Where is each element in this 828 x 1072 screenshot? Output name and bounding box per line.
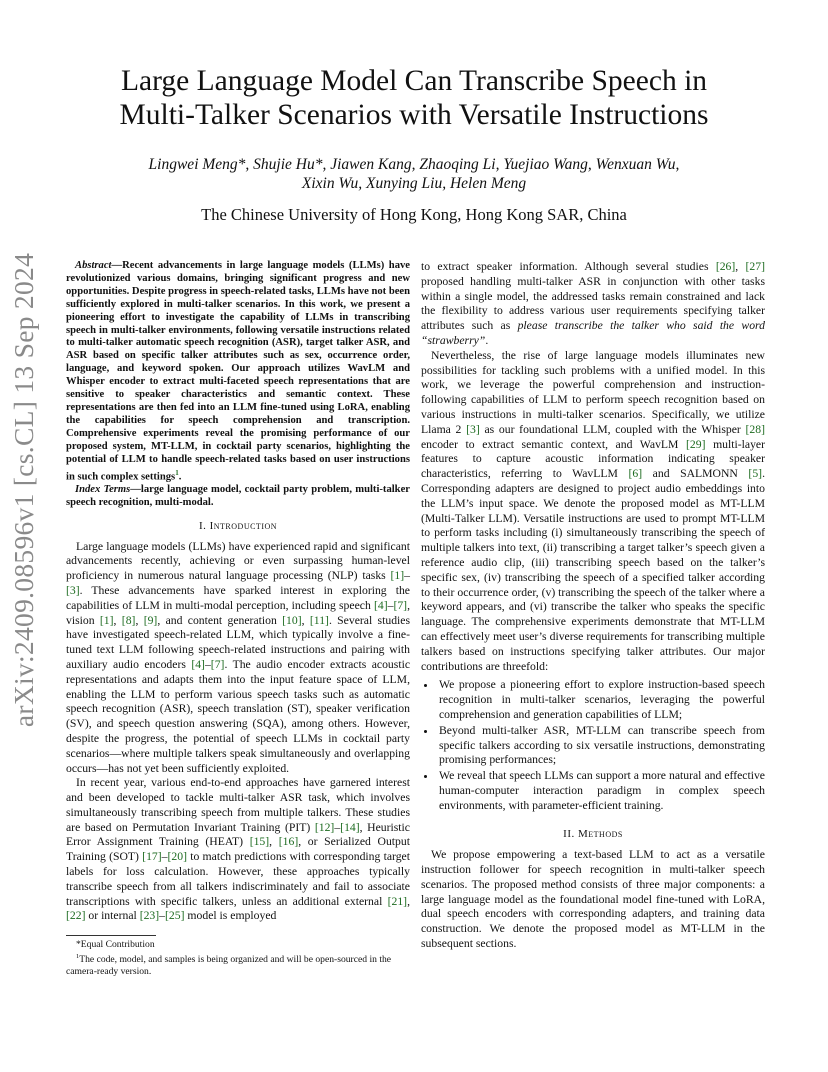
paragraph-text: – — [334, 820, 341, 834]
paragraph-text: . — [485, 333, 489, 347]
authors-line-2: Xixin Wu, Xunying Liu, Helen Meng — [301, 175, 527, 192]
paragraph-text: , — [301, 613, 310, 627]
abstract-text: —Recent advancements in large language models (LLMs) have revolutionized various domains, bringing significant progress and new opportunities. Despite progress in speech-related tasks, LLMs have not been sufficiently explored in multi-talker scenarios. In this work, we present a pioneering effort to investigate the capability of LLMs in transcribing speech in multi-talker environments, following versatile instructions related to multi-talker automatic speech recognition (ASR), target talker ASR, and ASR based on specific talker attributes such as sex, occurrence order, language, and keyword spoken. Our approach utilizes WavLM and Whisper encoder to extract multi-faceted speech representations that are sensitive to speaker characteristics and semantic context. These representations are then fed into an LLM fine-tuned using LoRA, enabling the capabilities for speech comprehension and transcription. Comprehensive experiments reveal the promising performance of our proposed system, MT-LLM, in cocktail party scenarios, highlighting the potential of LLM to handle speech-related tasks based on user instructions in such complex settings — [66, 260, 411, 483]
paragraph-text: or internal — [85, 909, 140, 923]
citation-link[interactable]: [7] — [210, 657, 225, 671]
paragraph-text: to extract speaker information. Although several studies — [421, 260, 716, 273]
index-terms-label: Index Terms — [75, 483, 131, 495]
citation-link[interactable]: [3] — [466, 422, 480, 436]
paragraph-text: and SALMONN — [642, 467, 749, 481]
section-heading-introduction: I. Introduction — [198, 519, 278, 532]
section-heading-methods: II. Methods — [563, 828, 623, 841]
paragraph-text: multi-layer features to capture acoustic information indicating speaker characteristics, referring to WavLLM — [421, 437, 765, 481]
intro-paragraph-2 — [66, 776, 410, 924]
citation-link[interactable]: [22] — [66, 909, 86, 923]
index-terms — [66, 484, 410, 510]
citation-link[interactable]: [7] — [393, 598, 408, 612]
paragraph-text: , — [269, 835, 279, 849]
citation-link[interactable]: [26] — [715, 260, 736, 273]
intro-paragraph-1 — [66, 540, 410, 777]
paragraph-text: to match predictions with corresponding target labels for loss calculation. However, these approaches typically transcribe speech from all talkers indiscriminately and fail to associate transcriptions with specific talkers, unless an additional external — [66, 850, 410, 908]
affiliation: The Chinese University of Hong Kong, Hong Kong SAR, China — [201, 205, 627, 224]
paragraph-text: In recent year, various end-to-end approaches have garnered interest and been developed to tackle multi-talker ASR task, which involves simultaneously transcribing speech from multiple talkers. These studies are based on Permutation Invariant Training (PIT) — [66, 776, 410, 834]
citation-link[interactable]: [3] — [66, 583, 80, 597]
citation-link[interactable]: [15] — [249, 835, 270, 849]
paragraph-text: – — [161, 850, 168, 864]
citation-link[interactable]: [10] — [282, 613, 302, 627]
citation-link[interactable]: [23] — [139, 909, 160, 923]
citation-link[interactable]: [29] — [686, 437, 706, 451]
arxiv-stamp-text: arXiv:2409.08596v1 [cs.CL] 13 Sep 2024 — [8, 252, 39, 728]
citation-link[interactable]: [27] — [745, 260, 765, 273]
footnotes — [66, 935, 410, 978]
authors-line-1: Lingwei Meng*, Shujie Hu*, Jiawen Kang, Zhaoqing Li, Yuejiao Wang, Wenxuan Wu, — [148, 156, 680, 173]
paragraph-text: Large language models (LLMs) have experienced rapid and significant advancements recently, achieving or even surpassing human-level proficiency in numerous natural language processing (NLP) tasks — [66, 539, 410, 583]
citation-link[interactable]: [17] — [142, 850, 162, 864]
paragraph-text: . These advancements have sparked interest in exploring the capabilities of LLM in multi-modal perception, including speech — [66, 583, 410, 612]
paragraph-text: – — [404, 569, 410, 583]
paragraph-text: , and content generation — [157, 613, 283, 627]
arxiv-identifier-stamp — [6, 252, 42, 728]
paragraph-text: . Several studies have investigated speech-related LLM, which typically involve a fine-tuned text LLM following speech-related instructions and pairing with auxiliary audio encoders — [66, 613, 411, 671]
paragraph-text: , — [735, 260, 746, 273]
paragraph-text: Nevertheless, the rise of large language models illuminates new possibilities for tackling such problems with a unified model. In this work, we leverage the powerful comprehension and instruction-following capabilities of LLM to perform speech recognition based on various instructions in multi-talker scenarios. Specifically, we utilize Llama 2 — [421, 348, 765, 436]
abstract-end: . — [178, 471, 182, 483]
paragraph-text: – — [159, 909, 166, 923]
paragraph-text: encoder to extract semantic context, and WavLM — [421, 437, 687, 451]
citation-link[interactable]: [16] — [278, 835, 299, 849]
footnote-1-text: The code, model, and samples is being organized and will be open-sourced in the camera-ready version. — [66, 954, 392, 978]
citation-link[interactable]: [9] — [143, 613, 158, 627]
index-terms-text: —large language model, cocktail party problem, multi-talker speech recognition, multi-modal. — [66, 483, 410, 508]
right-column — [421, 260, 765, 952]
contribution-item: • Beyond multi-talker ASR, MT-LLM can transcribe speech from specific talkers according to six versatile instructions, demonstrating promising performances; — [437, 724, 765, 768]
citation-link[interactable]: [28] — [745, 422, 765, 436]
citation-link[interactable]: [6] — [628, 467, 643, 481]
footnote-1-link[interactable]: 1 — [175, 468, 179, 477]
citation-link[interactable]: [21] — [387, 894, 408, 908]
paragraph-text: – — [204, 657, 211, 671]
paragraph-text: , or Serialized Output Training (SOT) — [66, 835, 410, 864]
right-paragraph-1 — [421, 260, 765, 349]
contribution-item: • We propose a pioneering effort to explore instruction-based speech recognition in multi-talker scenarios, leveraging the powerful comprehension and generation capabilities of LLM; — [437, 678, 765, 722]
citation-link[interactable]: [4] — [191, 657, 205, 671]
paragraph-text: model is employed — [184, 909, 277, 923]
citation-link[interactable]: [25] — [165, 909, 185, 923]
citation-link[interactable]: [14] — [340, 820, 360, 834]
paragraph-text: as our foundational LLM, coupled with the Whisper — [479, 422, 746, 436]
citation-link[interactable]: [20] — [167, 850, 187, 864]
abstract — [66, 260, 410, 484]
citation-link[interactable]: [1] — [390, 569, 405, 583]
citation-link[interactable]: [5] — [748, 467, 763, 481]
paragraph-text: . The audio encoder extracts acoustic representations and adapts them into the input feature space of LLM, enabling the LLM to perform various speech tasks such as automatic speech recognition (ASR), speech translation (ST), speaker verification (SV), and speech question answering (SQA), among others. However, despite the progress, the potential of speech LLMs in cocktail party scenarios—where multiple talkers speak simultaneously and overlapping occurs—has not yet been sufficiently exploited. — [66, 657, 411, 775]
footnote-equal-contribution: *Equal Contribution — [76, 939, 155, 950]
citation-link[interactable]: [8] — [121, 613, 136, 627]
paragraph-text: proposed handling multi-talker ASR in conjunction with other tasks within a single model, the addressed tasks remain constrained and lack the flexibility to address various user requirements specifying talker attributes such as — [421, 274, 765, 333]
right-paragraph-2 — [421, 349, 765, 675]
paragraph-text: , — [407, 894, 410, 908]
citation-link[interactable]: [11] — [309, 613, 329, 627]
methods-paragraph-1: We propose empowering a text-based LLM to act as a versatile instruction follower for speech recognition in multi-talker speech scenarios. The proposed method consists of three major components: a large language model as the foundational model fine-tuned with LoRA, dual speech encoders with corresponding adapters, and training data construction. We denote the proposed model as MT-LLM in the subsequent sections. — [421, 848, 765, 951]
paragraph-text: – — [387, 598, 394, 612]
footnote-1 — [66, 951, 410, 978]
left-column — [66, 260, 410, 924]
citation-link[interactable]: [1] — [99, 613, 114, 627]
citation-link[interactable]: [12] — [314, 820, 335, 834]
contributions-list — [421, 678, 765, 813]
abstract-label: Abstract — [75, 260, 112, 271]
footnote-rule — [66, 935, 156, 936]
paragraph-text: . Corresponding adapters are designed to project audio embeddings into the LLM’s input space. We denote the proposed model as MT-LLM (Multi-Talker LLM). Versatile instructions are used to prompt MT-LLM to perform tasks including (i) simultaneously transcribing the speech of multiple talkers into text, (ii) transcribing a target talker’s speech given a reference audio clip, (iii) transcribing speech based on the talker’s specific sex, (iv) transcribing the speech of a specified talker according to their occurrence order, (v) transcribing the speech of the talker where a keyword appears, and (vi) transcribe the talker who speaks the specific language. The comprehensive experiments demonstrate that MT-LLM can effectively meet user’s diverse requirements for transcribing multiple talkers based on instructions specifying talker attributes. Our major contributions are threefold: — [421, 467, 765, 673]
contribution-item: • We reveal that speech LLMs can support a more natural and effective human-computer interaction paradigm in complex speech environments, with parameter-efficient training. — [437, 769, 765, 813]
citation-link[interactable]: [4] — [373, 598, 388, 612]
paper-title: Large Language Model Can Transcribe Speech in Multi-Talker Scenarios with Versatile Instructions — [119, 65, 709, 131]
author-list — [110, 155, 718, 193]
italic-example-text: please transcribe the talker who said the word “strawberry” — [421, 319, 765, 347]
paragraph-text: , — [135, 613, 144, 627]
paragraph-text: , vision — [66, 598, 410, 627]
footnote-1-mark: 1 — [76, 953, 80, 960]
paragraph-text: , — [113, 613, 122, 627]
paragraph-text: , Heuristic Error Assignment Training (HEAT) — [66, 820, 410, 849]
